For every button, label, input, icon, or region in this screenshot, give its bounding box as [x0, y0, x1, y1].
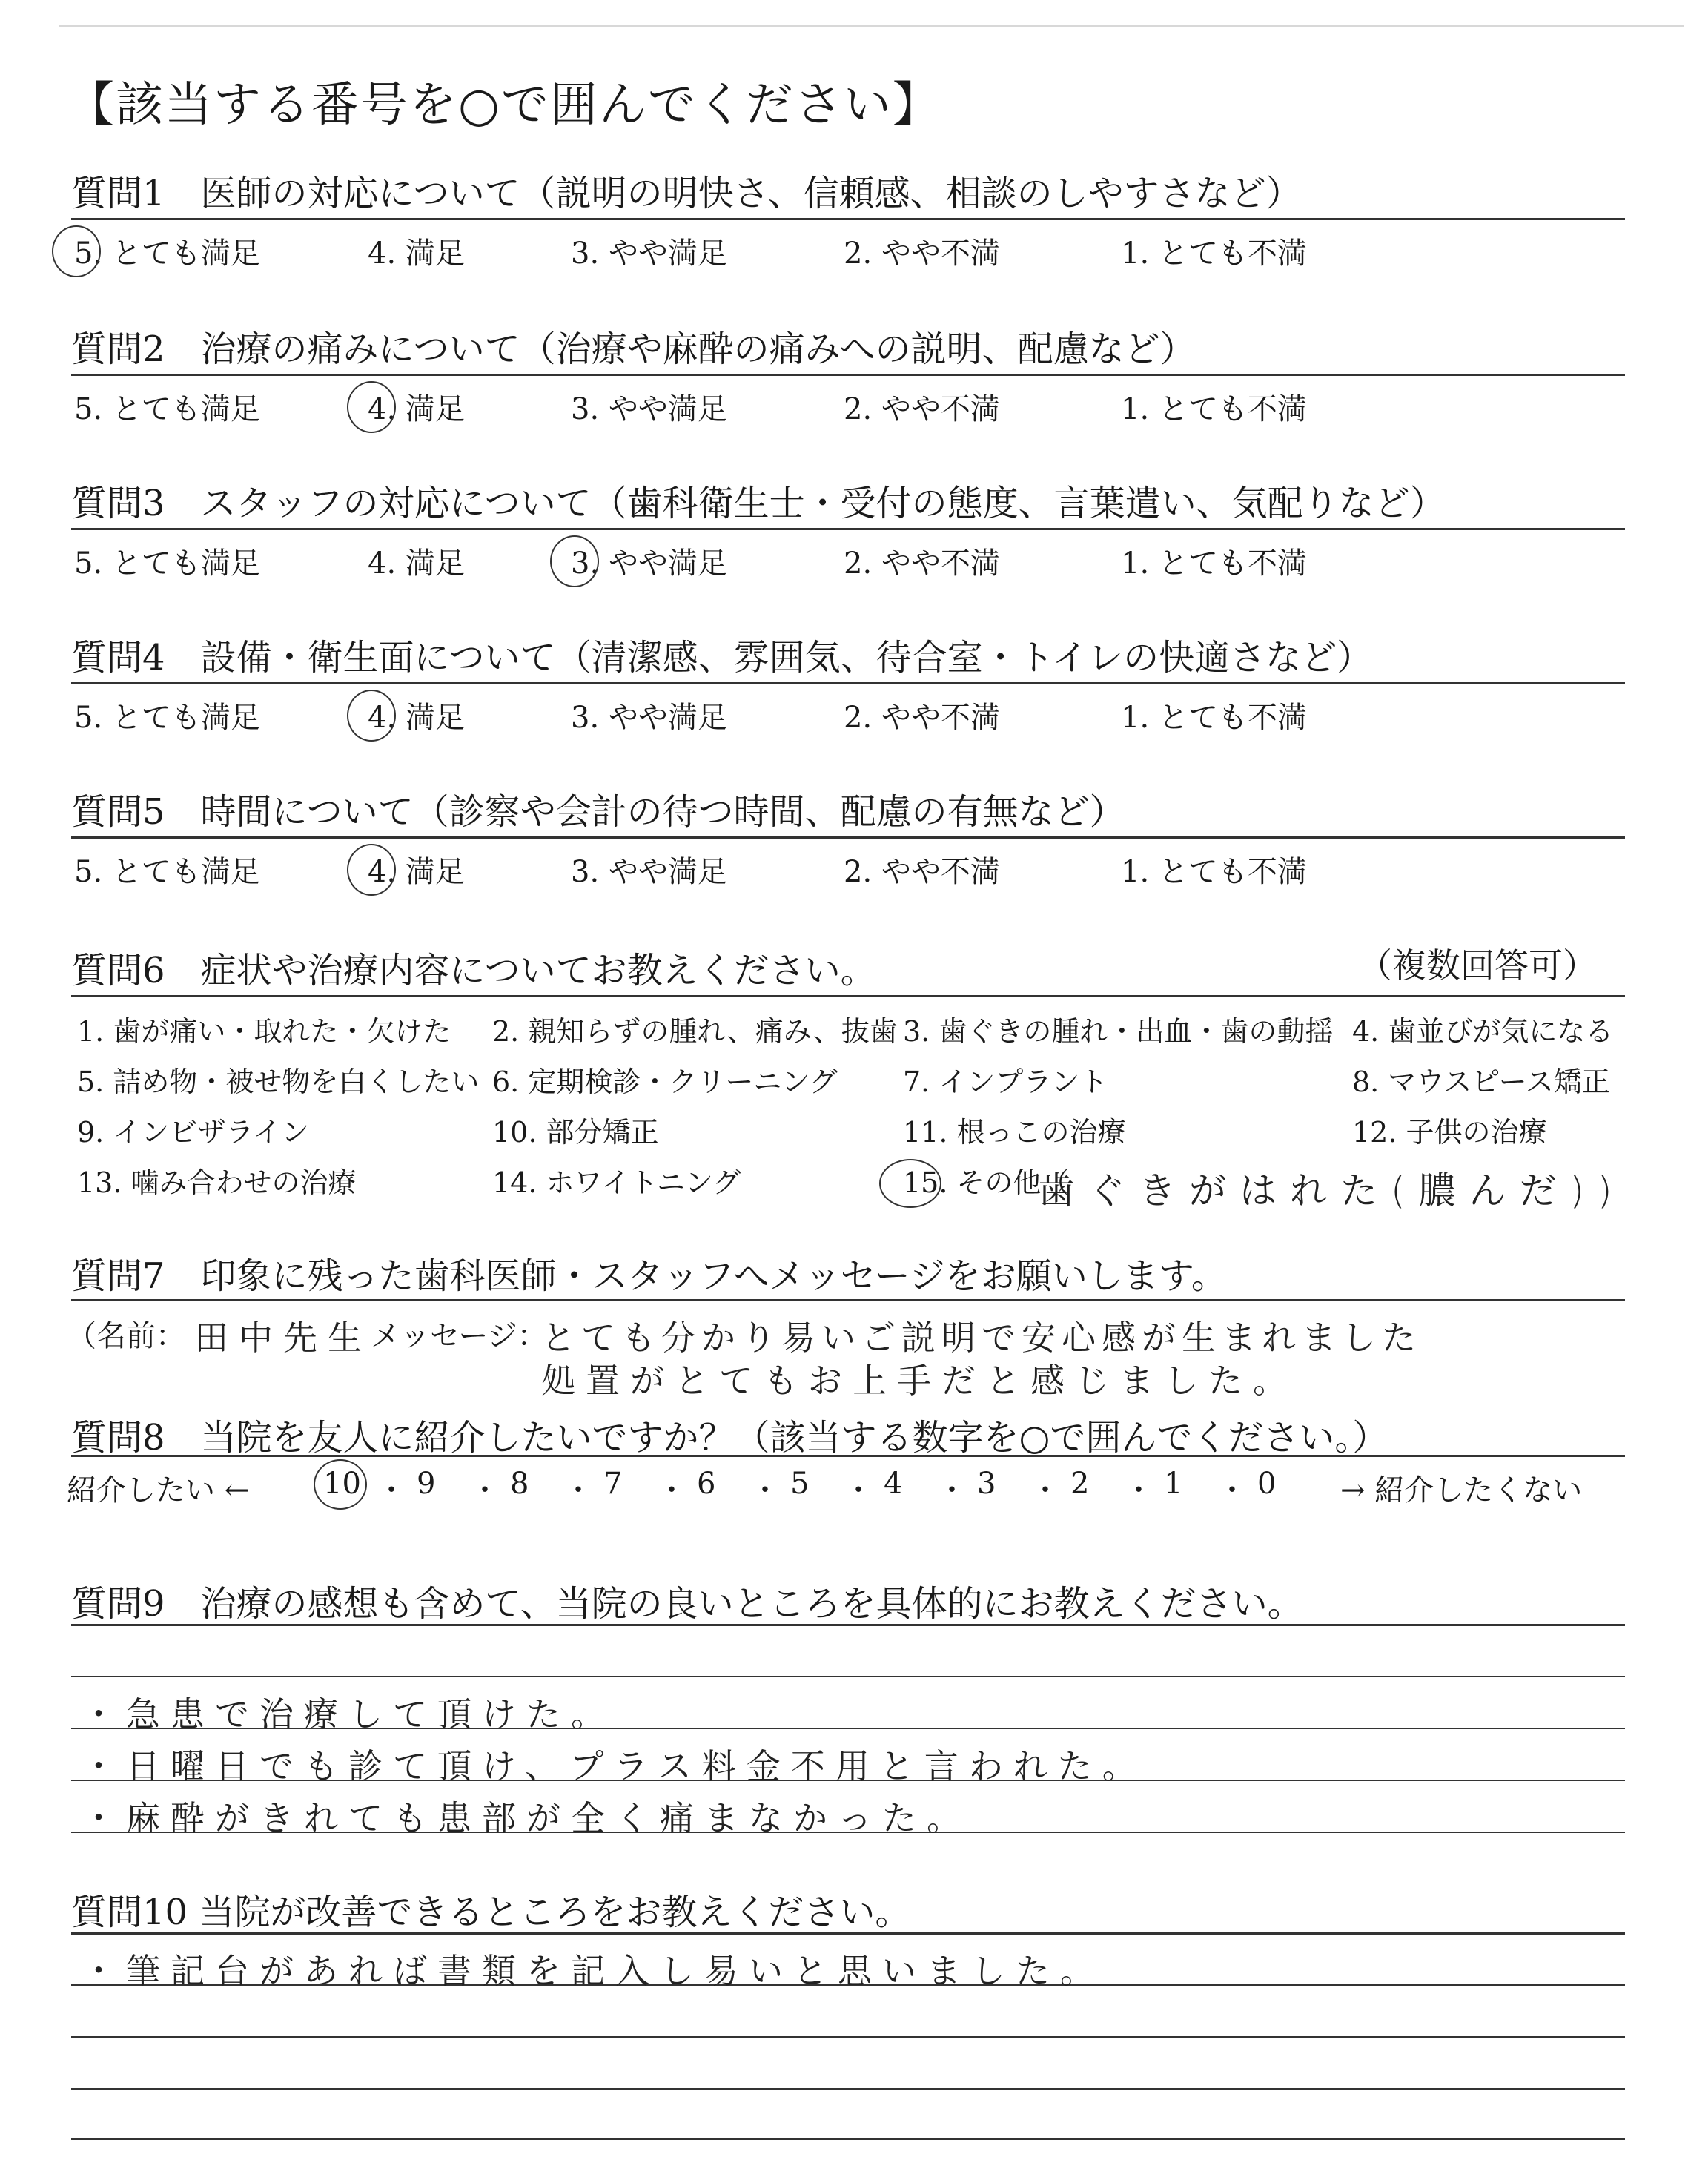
q8-scale-9[interactable]: 9: [417, 1467, 436, 1501]
form-header: 【該当する番号を○で囲んでください】: [67, 78, 941, 133]
q8-scale-separator: ・: [563, 1473, 593, 1507]
q8-scale-separator: ・: [844, 1473, 873, 1507]
q4-rule: [71, 682, 1625, 684]
q1-option-4[interactable]: 4. 満足: [368, 237, 465, 271]
q2-title: 質問2 治療の痛みについて（治療や麻酔の痛みへの説明、配慮など）: [71, 328, 1196, 370]
q8-scale-4[interactable]: 4: [884, 1467, 903, 1501]
q4-option-1[interactable]: 1. とても不満: [1121, 701, 1307, 735]
q8-scale-10[interactable]: 10: [323, 1467, 361, 1501]
q2-options: [0, 386, 1708, 430]
top-divider: [59, 25, 1684, 27]
q8-scale-6[interactable]: 6: [697, 1467, 716, 1501]
q8-scale-separator: ・: [657, 1473, 686, 1507]
q6-rule: [71, 995, 1625, 997]
q6-other-handwriting: 歯ぐきがはれた(膿んだ)): [1038, 1169, 1626, 1212]
q2-option-3[interactable]: 3. やや満足: [571, 392, 727, 426]
q6-title: 質問6 症状や治療内容についてお教えください。: [71, 950, 876, 991]
q6-item-14[interactable]: 14. ホワイトニング: [492, 1166, 741, 1199]
q7-rule: [71, 1299, 1625, 1301]
q7-name-label: （名前：: [67, 1319, 185, 1353]
q6-item-15[interactable]: 15. その他（: [903, 1166, 1070, 1199]
q8-rule: [71, 1455, 1625, 1457]
q6-item-10[interactable]: 10. 部分矯正: [492, 1116, 659, 1149]
q4-option-3[interactable]: 3. やや満足: [571, 701, 727, 735]
q5-rule: [71, 836, 1625, 839]
q7-message-line2: 処置がとてもお上手だと感じました。: [541, 1361, 1297, 1401]
q4-options: [0, 694, 1708, 739]
q6-item-11[interactable]: 11. 根っこの治療: [903, 1116, 1126, 1149]
q8-scale-separator: ・: [750, 1473, 780, 1507]
q6-multi-note: （複数回答可）: [1358, 945, 1597, 985]
q6-item-6[interactable]: 6. 定期検診・クリーニング: [492, 1066, 838, 1098]
q5-title: 質問5 時間について（診察や会計の待つ時間、配慮の有無など）: [71, 791, 1125, 833]
q6-item-3[interactable]: 3. 歯ぐきの腫れ・出血・歯の動揺: [903, 1015, 1334, 1048]
q3-option-5[interactable]: 5. とても満足: [74, 546, 260, 581]
q6-item-4[interactable]: 4. 歯並びが気になる: [1352, 1015, 1614, 1048]
q3-option-1[interactable]: 1. とても不満: [1121, 546, 1307, 581]
q7-message-label: メッセージ：: [371, 1319, 547, 1353]
q8-scale-0[interactable]: 0: [1257, 1467, 1277, 1501]
q4-selected-circle: [347, 690, 396, 742]
q8-scale-8[interactable]: 8: [510, 1467, 529, 1501]
q2-rule: [71, 374, 1625, 376]
q3-options: [0, 540, 1708, 584]
q2-option-5[interactable]: 5. とても満足: [74, 392, 260, 426]
q8-scale-separator: ・: [1030, 1473, 1060, 1507]
q6-item-12[interactable]: 12. 子供の治療: [1352, 1116, 1547, 1149]
q6-item-2[interactable]: 2. 親知らずの腫れ、痛み、抜歯: [492, 1015, 898, 1048]
q3-title: 質問3 スタッフの対応について（歯科衛生士・受付の態度、言葉遣い、気配りなど）: [71, 483, 1446, 524]
q10-rule-0: [71, 1932, 1625, 1935]
q4-option-5[interactable]: 5. とても満足: [74, 701, 260, 735]
q2-option-1[interactable]: 1. とても不満: [1121, 392, 1307, 426]
q10-rule-2: [71, 2036, 1625, 2038]
q2-option-2[interactable]: 2. やや不満: [844, 392, 1000, 426]
q8-title: 質問8 当院を友人に紹介したいですか？（該当する数字を○で囲んでください。）: [71, 1417, 1388, 1459]
q4-option-4[interactable]: 4. 満足: [368, 701, 465, 735]
q9-rule-0: [71, 1624, 1625, 1626]
q8-scale-separator: ・: [470, 1473, 500, 1507]
q1-title: 質問1 医師の対応について（説明の明快さ、信頼感、相談のしやすさなど）: [71, 173, 1302, 214]
q5-option-1[interactable]: 1. とても不満: [1121, 855, 1307, 889]
q3-option-4[interactable]: 4. 満足: [368, 546, 465, 581]
q3-option-3[interactable]: 3. やや満足: [571, 546, 727, 581]
q8-right-label: → 紹介したくない: [1340, 1473, 1583, 1507]
q9-answer-3: ・麻酔がきれても患部が全く痛まなかった。: [82, 1798, 971, 1838]
q8-scale-separator: ・: [937, 1473, 967, 1507]
q3-selected-circle: [550, 535, 599, 587]
q8-scale-separator: ・: [1217, 1473, 1247, 1507]
q6-item-1[interactable]: 1. 歯が痛い・取れた・欠けた: [77, 1015, 451, 1048]
q10-rule-4: [71, 2138, 1625, 2140]
q8-scale-separator: ・: [377, 1473, 406, 1507]
q8-scale-5[interactable]: 5: [790, 1467, 810, 1501]
q4-title: 質問4 設備・衛生面について（清潔感、雰囲気、待合室・トイレの快適さなど）: [71, 637, 1373, 678]
q8-scale-separator: ・: [1124, 1473, 1153, 1507]
q9-answer-1: ・急患で治療して頂けた。: [82, 1694, 615, 1734]
q6-item-13[interactable]: 13. 噛み合わせの治療: [77, 1166, 357, 1199]
q7-name-handwriting: 田中先生: [194, 1318, 372, 1358]
q6-item-7[interactable]: 7. インプラント: [903, 1066, 1108, 1098]
q8-selected-circle: [314, 1459, 367, 1510]
q5-option-4[interactable]: 4. 満足: [368, 855, 465, 889]
q1-rule: [71, 218, 1625, 220]
q9-title: 質問9 治療の感想も含めて、当院の良いところを具体的にお教えください。: [71, 1583, 1303, 1625]
q1-option-5[interactable]: 5. とても満足: [74, 237, 260, 271]
q1-option-1[interactable]: 1. とても不満: [1121, 237, 1307, 271]
q6-item-9[interactable]: 9. インビザライン: [77, 1116, 310, 1149]
q3-option-2[interactable]: 2. やや不満: [844, 546, 1000, 581]
q1-options: [0, 230, 1708, 274]
q1-option-2[interactable]: 2. やや不満: [844, 237, 1000, 271]
q6-item-8[interactable]: 8. マウスピース矯正: [1352, 1066, 1610, 1098]
q8-scale-3[interactable]: 3: [977, 1467, 996, 1501]
q10-answer-1: ・筆記台があれば書類を記入し易いと思いました。: [82, 1951, 1105, 1991]
q5-selected-circle: [347, 844, 396, 896]
q2-selected-circle: [347, 381, 396, 433]
q8-left-label: 紹介したい ←: [67, 1473, 250, 1507]
q6-selected-circle: [879, 1159, 941, 1208]
q7-message-line1: とても分かり易いご説明で安心感が生まれました: [541, 1318, 1422, 1358]
q1-option-3[interactable]: 3. やや満足: [571, 237, 727, 271]
q8-scale-7[interactable]: 7: [603, 1467, 623, 1501]
q9-rule-1: [71, 1676, 1625, 1677]
q2-option-4[interactable]: 4. 満足: [368, 392, 465, 426]
q9-answer-2: ・日曜日でも診て頂け、プラス料金不用と言われた。: [82, 1746, 1147, 1786]
q5-option-5[interactable]: 5. とても満足: [74, 855, 260, 889]
q6-item-5[interactable]: 5. 詰め物・被せ物を白くしたい: [77, 1066, 480, 1098]
q3-rule: [71, 528, 1625, 530]
q10-rule-3: [71, 2088, 1625, 2090]
q7-title: 質問7 印象に残った歯科医師・スタッフへメッセージをお願いします。: [71, 1255, 1227, 1297]
q5-options: [0, 848, 1708, 893]
q8-scale-1[interactable]: 1: [1164, 1467, 1183, 1501]
q1-selected-circle: [52, 225, 101, 277]
q5-option-3[interactable]: 3. やや満足: [571, 855, 727, 889]
q10-title: 質問10 当院が改善できるところをお教えください。: [71, 1892, 911, 1933]
q4-option-2[interactable]: 2. やや不満: [844, 701, 1000, 735]
q5-option-2[interactable]: 2. やや不満: [844, 855, 1000, 889]
q8-scale-2[interactable]: 2: [1070, 1467, 1090, 1501]
